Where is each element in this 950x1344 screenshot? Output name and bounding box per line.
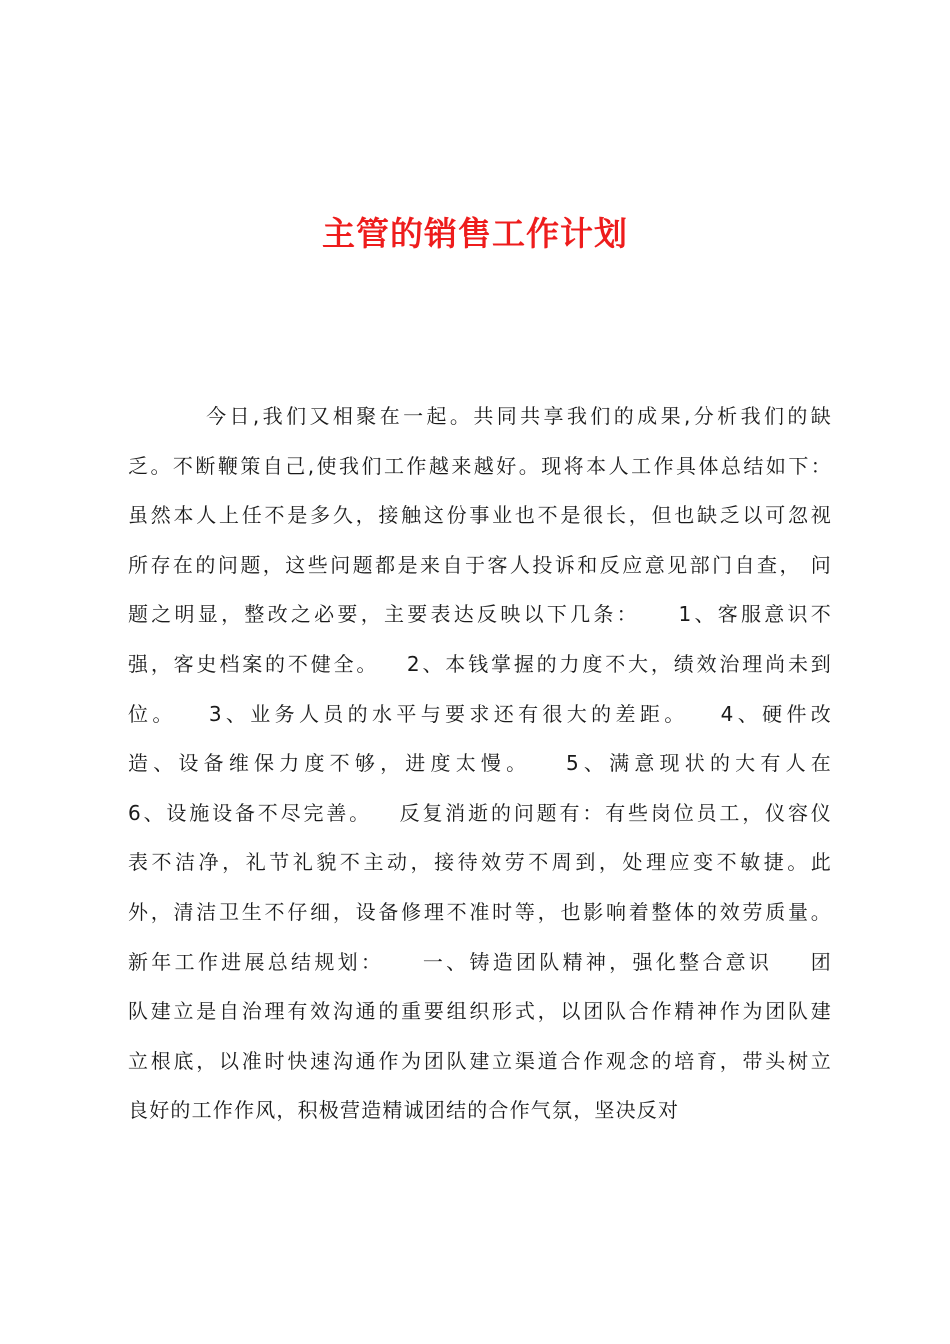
body-line: 队建立是自治理有效沟通的重要组织形式，以团队合作精神作为团队建 [128, 999, 832, 1024]
document-title: 主管的销售工作计划 [322, 214, 628, 253]
body-line: 今日,我们又相聚在一起。共同共享我们的成果,分析我们的缺 [128, 404, 832, 428]
body-line-last: 良好的工作作风，积极营造精诚团结的合作气氛，坚决反对 [128, 1098, 680, 1123]
body-line: 新年工作进展总结规划： 一、铸造团队精神，强化整合意识 团 [128, 949, 832, 974]
body-line: 外，清洁卫生不仔细，设备修理不准时等，也影响着整体的效劳质量。 [128, 899, 832, 924]
body-line: 6、设施设备不尽完善。 反复消逝的问题有：有些岗位员工，仪容仪 [128, 800, 832, 825]
body-line: 题之明显，整改之必要，主要表达反映以下几条： 1、客服意识不 [128, 602, 832, 627]
body-line: 乏。不断鞭策自己,使我们工作越来越好。现将本人工作具体总结如下： [128, 453, 832, 478]
body-line: 强，客史档案的不健全。 2、本钱掌握的力度不大，绩效治理尚未到 [128, 651, 832, 676]
body-line: 所存在的问题，这些问题都是来自于客人投诉和反应意见部门自查， 问 [128, 552, 832, 577]
document-body [128, 392, 832, 1136]
body-line: 虽然本人上任不是多久，接触这份事业也不是很长，但也缺乏以可忽视 [128, 503, 832, 528]
body-line: 位。 3、业务人员的水平与要求还有很大的差距。 4、硬件改 [128, 701, 832, 726]
body-line: 表不洁净，礼节礼貌不主动，接待效劳不周到，处理应变不敏捷。此 [128, 850, 832, 875]
body-line: 造、设备维保力度不够，进度太慢。 5、满意现状的大有人在 [128, 751, 832, 776]
body-line: 立根底，以准时快速沟通作为团队建立渠道合作观念的培育，带头树立 [128, 1048, 832, 1073]
